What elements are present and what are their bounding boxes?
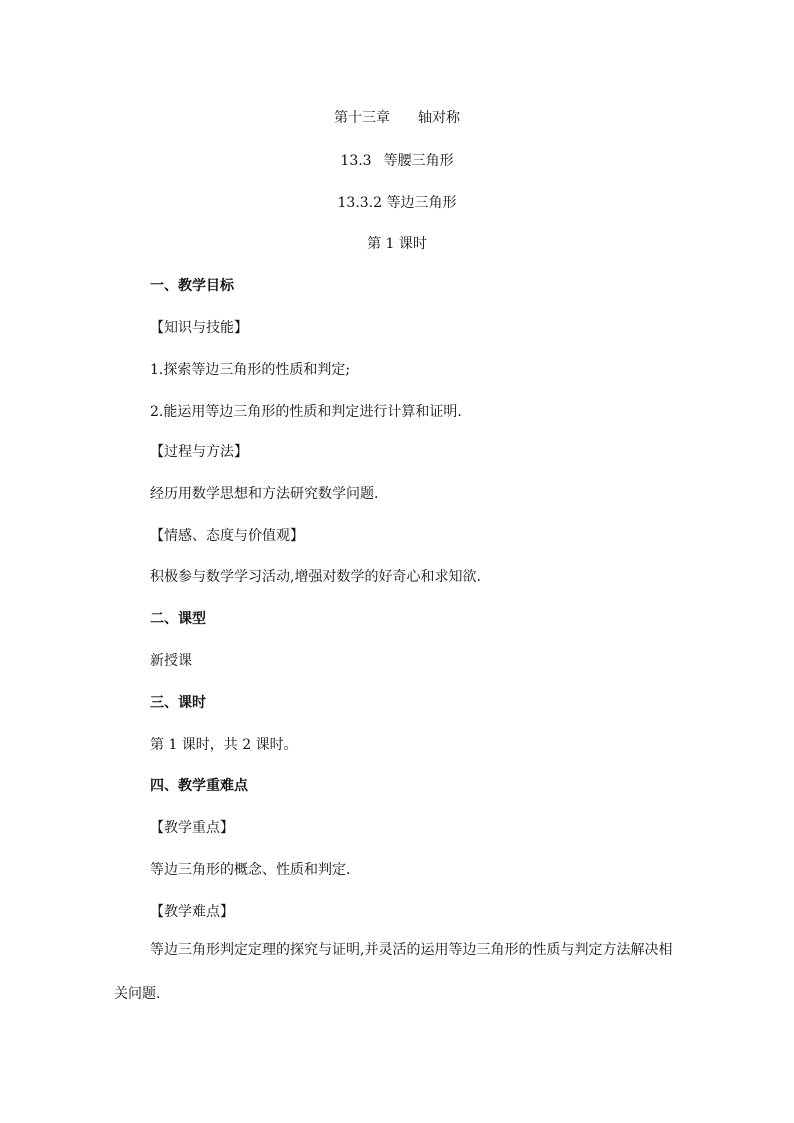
subheading-knowledge: 【知识与技能】: [150, 320, 248, 336]
section-number: 13.3: [340, 153, 372, 169]
knowledge-item-2: 2.能运用等边三角形的性质和判定进行计算和证明.: [150, 404, 462, 420]
knowledge-item-1: 1.探索等边三角形的性质和判定;: [150, 362, 351, 378]
section-title: [0, 151, 794, 171]
subsection-title: 13.3.2 等边三角形: [337, 195, 457, 211]
heading-goals: 一、教学目标: [150, 278, 234, 294]
subheading-difficult-point: 【教学难点】: [150, 904, 234, 920]
type-text: 新授课: [150, 653, 192, 669]
key-point-text: 等边三角形的概念、性质和判定.: [150, 862, 351, 878]
chapter-number: 第十三章: [334, 110, 390, 126]
hours-text: 第 1 课时，共 2 课时。: [150, 737, 298, 753]
lesson-title: 第 1 课时: [367, 236, 427, 252]
process-text: 经历用数学思想和方法研究数学问题.: [150, 486, 379, 502]
chapter-title: [0, 108, 794, 128]
difficult-point-text: 等边三角形判定定理的探究与证明,并灵活的运用等边三角形的性质与判定方法解决相关问题.: [114, 942, 673, 1002]
subheading-key-point: 【教学重点】: [150, 820, 234, 836]
heading-hours: 三、课时: [150, 695, 206, 711]
chapter-name: 轴对称: [418, 110, 460, 126]
section-name: 等腰三角形: [383, 153, 454, 169]
subheading-emotion: 【情感、态度与价值观】: [150, 528, 304, 544]
heading-type: 二、课型: [150, 611, 206, 627]
subheading-process: 【过程与方法】: [150, 444, 248, 460]
emotion-text: 积极参与数学学习活动,增强对数学的好奇心和求知欲.: [150, 569, 481, 585]
heading-focus: 四、教学重难点: [150, 778, 248, 794]
